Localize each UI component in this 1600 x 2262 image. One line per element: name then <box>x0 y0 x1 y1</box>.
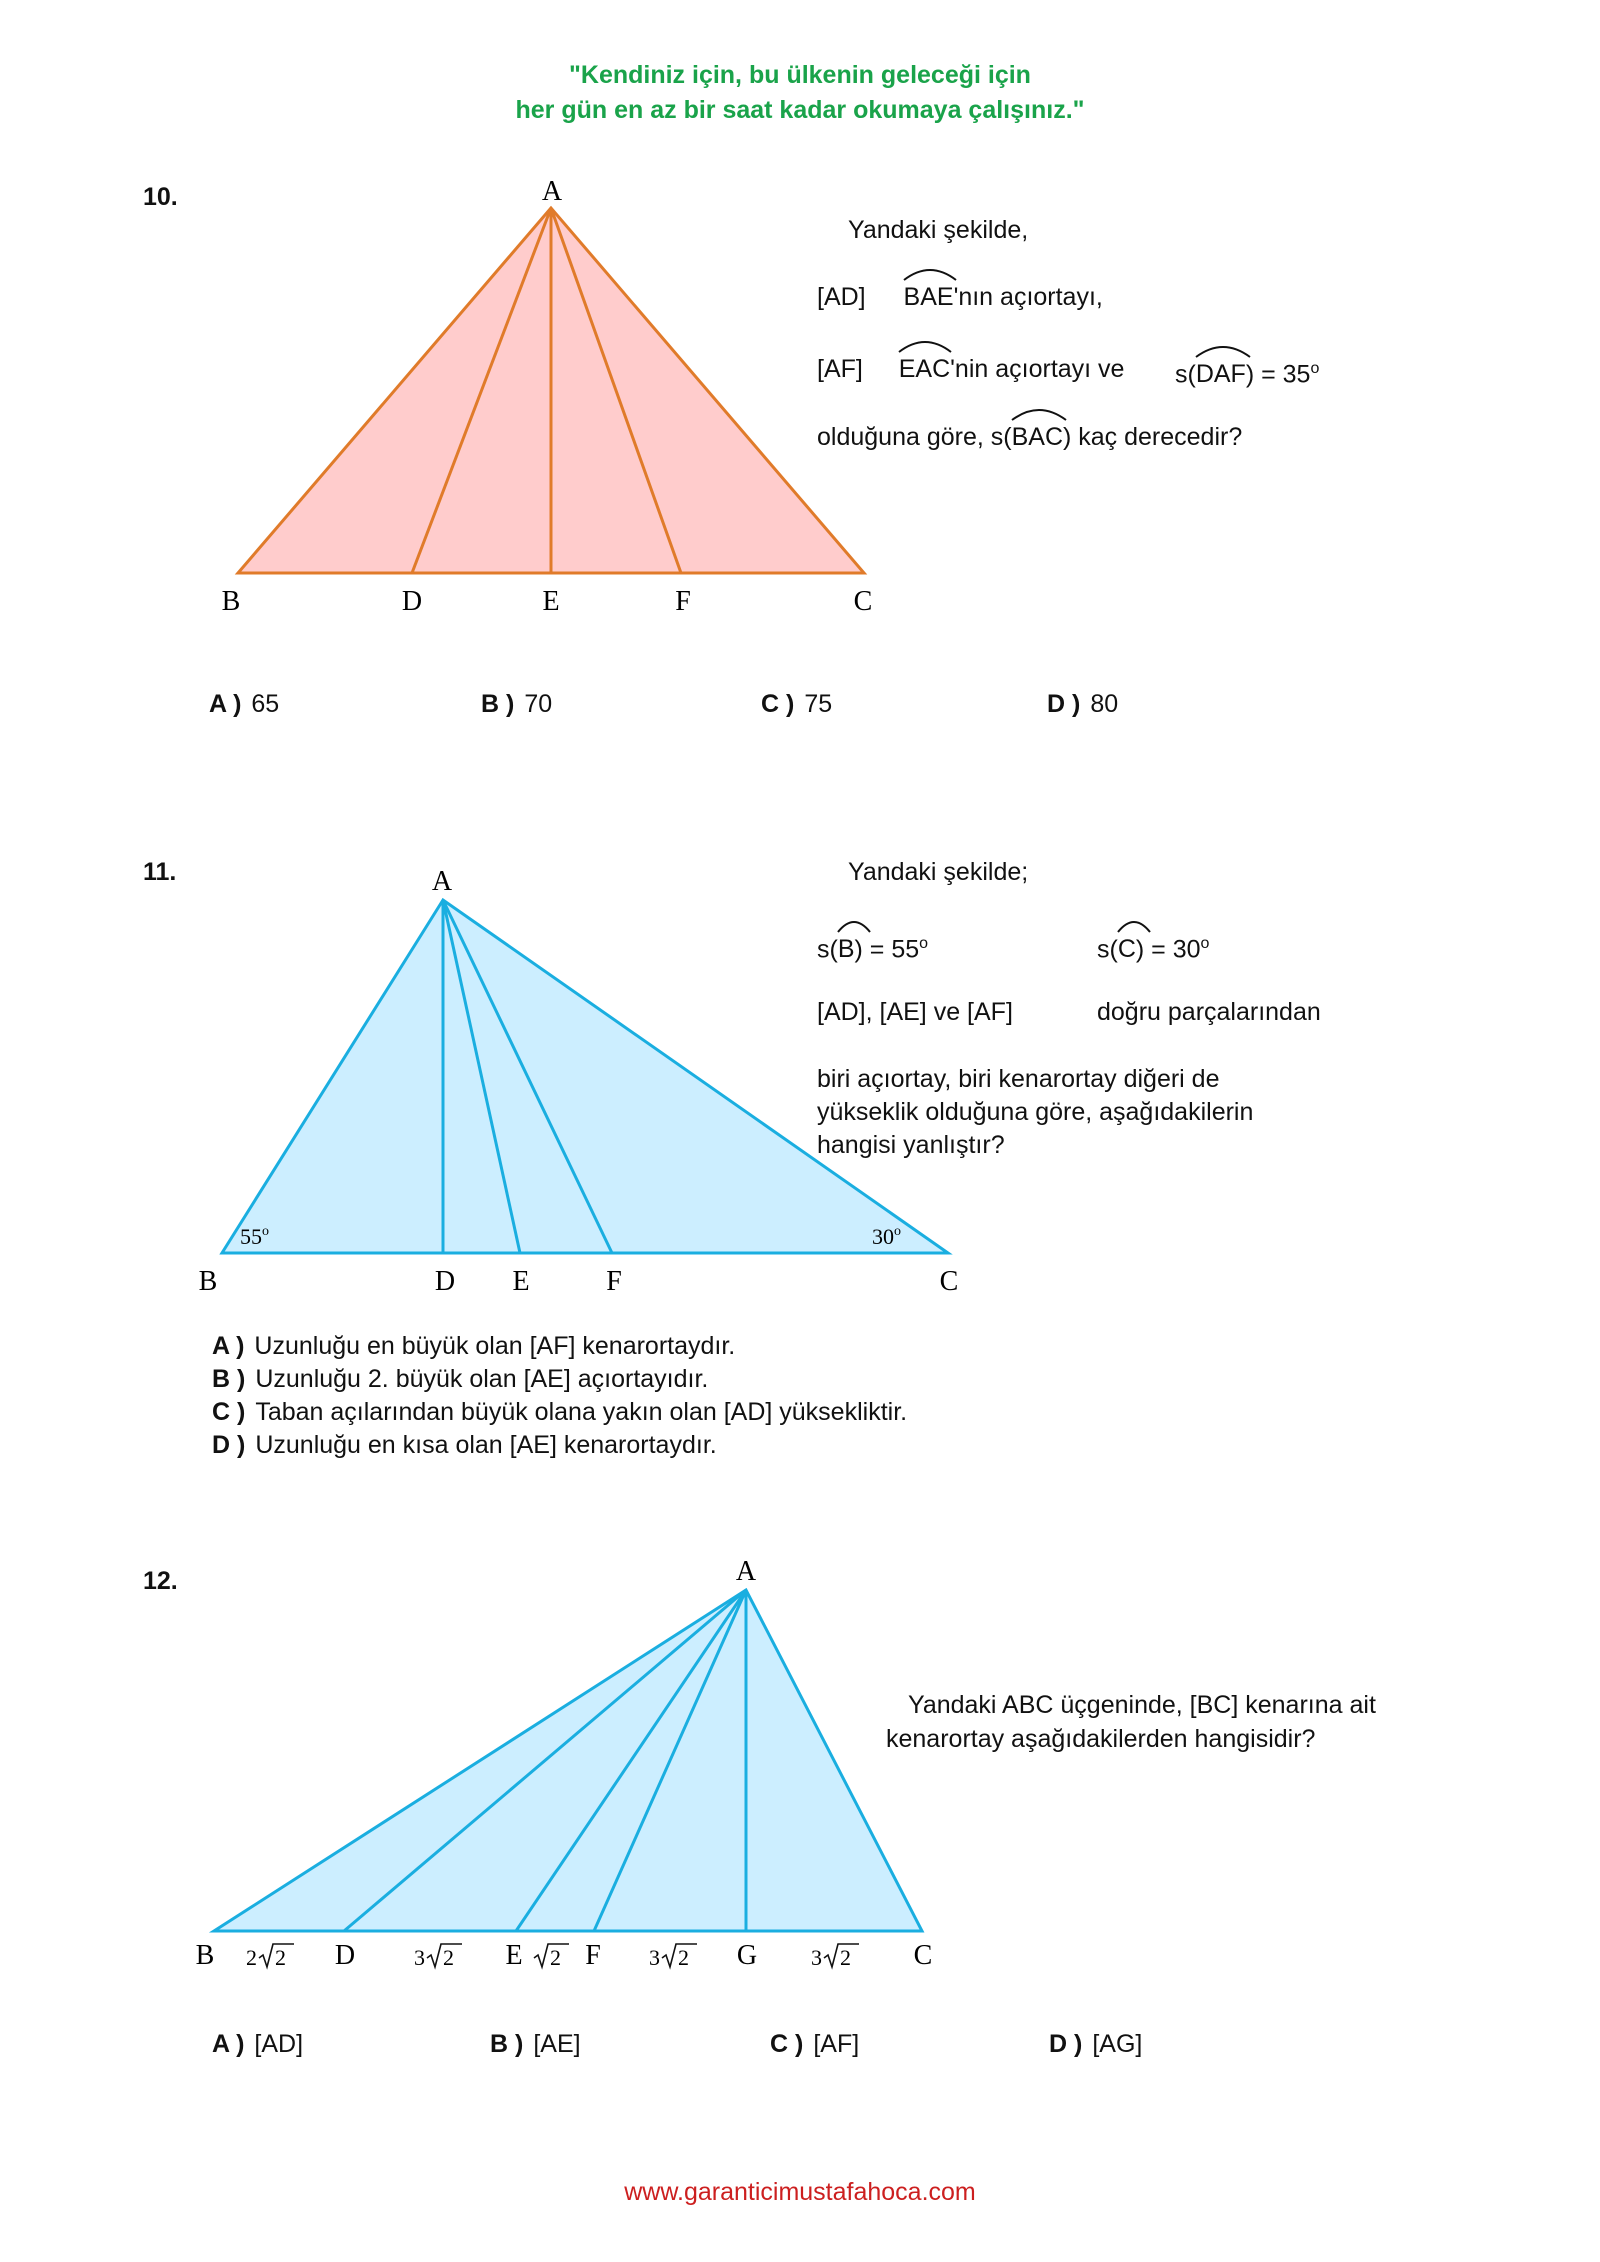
q10-question: olduğuna göre, s( BAC) kaç derecedir? <box>817 420 1242 454</box>
q11-option-d[interactable]: D ) Uzunluğu en kısa olan [AE] kenarortaydır. <box>212 1431 717 1459</box>
q10-angle-bac: BAC <box>1012 420 1063 454</box>
q11-segments: [AD], [AE] ve [AF] <box>817 998 1013 1026</box>
q10-af-label: [AF] <box>817 355 863 383</box>
q12-label-b: B <box>195 1940 215 1971</box>
svg-text:2: 2 <box>840 1945 851 1970</box>
q12-length-ef <box>534 1944 569 1970</box>
q10-intro: Yandaki şekilde, <box>848 216 1029 244</box>
q11-angle-b-hat: B <box>838 932 855 966</box>
q10-af-suffix: 'nin açıortayı ve <box>950 355 1125 383</box>
svg-text:3: 3 <box>649 1945 660 1970</box>
quote-line-2: her gün en az bir saat kadar okumaya çalışınız." <box>515 96 1085 124</box>
q10-label-c: C <box>853 586 873 617</box>
svg-text:2: 2 <box>275 1945 286 1970</box>
q11-figure <box>0 840 1600 1300</box>
q12-label-e: E <box>505 1940 523 1971</box>
q10-option-d[interactable]: D ) 80 <box>1047 690 1119 718</box>
q12-length-fg <box>649 1944 697 1970</box>
q11-label-e: E <box>512 1266 530 1297</box>
svg-text:2: 2 <box>550 1945 561 1970</box>
q12-length-de <box>414 1944 462 1970</box>
q12-length-gc <box>811 1944 859 1970</box>
svg-text:2: 2 <box>678 1945 689 1970</box>
q12-line-2: kenarortay aşağıdakilerden hangisidir? <box>886 1725 1316 1753</box>
question-10-number: 10. <box>143 183 178 211</box>
svg-text:3: 3 <box>811 1945 822 1970</box>
q12-line-1: Yandaki ABC üçgeninde, [BC] kenarına ait <box>908 1691 1376 1719</box>
q10-given: s( $DAF) = 35^o$ <box>1175 352 1319 391</box>
q11-label-f: F <box>606 1266 622 1297</box>
q10-option-b[interactable]: B ) 70 <box>481 690 553 718</box>
q10-option-a[interactable]: A ) 65 <box>209 690 280 718</box>
q10-option-c[interactable]: C ) 75 <box>761 690 833 718</box>
q11-line-3: hangisi yanlıştır? <box>817 1131 1005 1159</box>
q12-label-c: C <box>913 1940 933 1971</box>
q11-line-1: biri açıortay, biri kenarortay diğeri de <box>817 1065 1220 1093</box>
q11-angle-c-given: s( $C) = 30^o$ <box>1097 927 1209 966</box>
q11-option-a[interactable]: A ) Uzunluğu en büyük olan [AF] kenarortaydır. <box>212 1332 736 1360</box>
q12-length-bd <box>246 1944 294 1970</box>
svg-text:3: 3 <box>414 1945 425 1970</box>
question-11-number: 11. <box>143 858 177 886</box>
q11-angle-c-label: 30$^o$ <box>872 1224 901 1249</box>
q10-label-d: D <box>401 586 423 617</box>
q10-angle-bae: BAE <box>904 280 954 314</box>
quote-line-1: "Kendiniz için, bu ülkenin geleceği için <box>569 61 1031 89</box>
svg-text:2: 2 <box>443 1945 454 1970</box>
q12-option-a[interactable]: A ) [AD] <box>212 2030 304 2058</box>
q11-label-d: D <box>434 1266 456 1297</box>
q10-label-e: E <box>542 586 560 617</box>
q10-line-ad <box>817 280 1103 314</box>
q11-label-c: C <box>939 1266 959 1297</box>
q10-ad-suffix: 'nın açıortayı, <box>953 283 1103 311</box>
q10-degree: o <box>1310 360 1320 377</box>
q10-label-b: B <box>221 586 241 617</box>
q12-label-d: D <box>334 1940 356 1971</box>
q10-angle-daf: DAF <box>1196 357 1246 391</box>
q12-option-c[interactable]: C ) [AF] <box>770 2030 860 2058</box>
q11-angle-b-given: s( $B) = 55^o$ <box>817 927 928 966</box>
q11-label-b: B <box>198 1266 218 1297</box>
q12-label-f: F <box>585 1940 601 1971</box>
q12-option-d[interactable]: D ) [AG] <box>1049 2030 1143 2058</box>
q12-label-g: G <box>736 1940 758 1971</box>
question-12-number: 12. <box>143 1567 178 1595</box>
q10-label-f: F <box>675 586 691 617</box>
svg-text:2: 2 <box>246 1945 257 1970</box>
q11-option-b[interactable]: B ) Uzunluğu 2. büyük olan [AE] açıortayıdır. <box>212 1365 709 1393</box>
q11-intro: Yandaki şekilde; <box>848 858 1029 886</box>
q11-label-a: A <box>431 866 453 897</box>
q10-ad-label: [AD] <box>817 283 866 311</box>
q11-line-2: yükseklik olduğuna göre, aşağıdakilerin <box>817 1098 1254 1126</box>
q11-option-c[interactable]: C ) Taban açılarından büyük olana yakın olan [AD] yüksekliktir. <box>212 1398 908 1426</box>
q10-figure <box>0 0 1600 640</box>
footer-website-link[interactable]: www.garanticimustafahoca.com <box>624 2178 976 2206</box>
q10-angle-eac: EAC <box>899 352 950 386</box>
q11-segments-suffix: doğru parçalarından <box>1097 998 1321 1026</box>
q10-label-a: A <box>541 176 563 207</box>
q11-angle-b-label: 55$^o$ <box>240 1224 269 1249</box>
q12-option-b[interactable]: B ) [AE] <box>490 2030 581 2058</box>
q10-line-af <box>817 352 1124 386</box>
q12-figure <box>0 1540 1600 1980</box>
q12-triangle <box>214 1590 922 1931</box>
q12-label-a: A <box>735 1556 757 1587</box>
q11-angle-c-hat: C <box>1118 932 1136 966</box>
